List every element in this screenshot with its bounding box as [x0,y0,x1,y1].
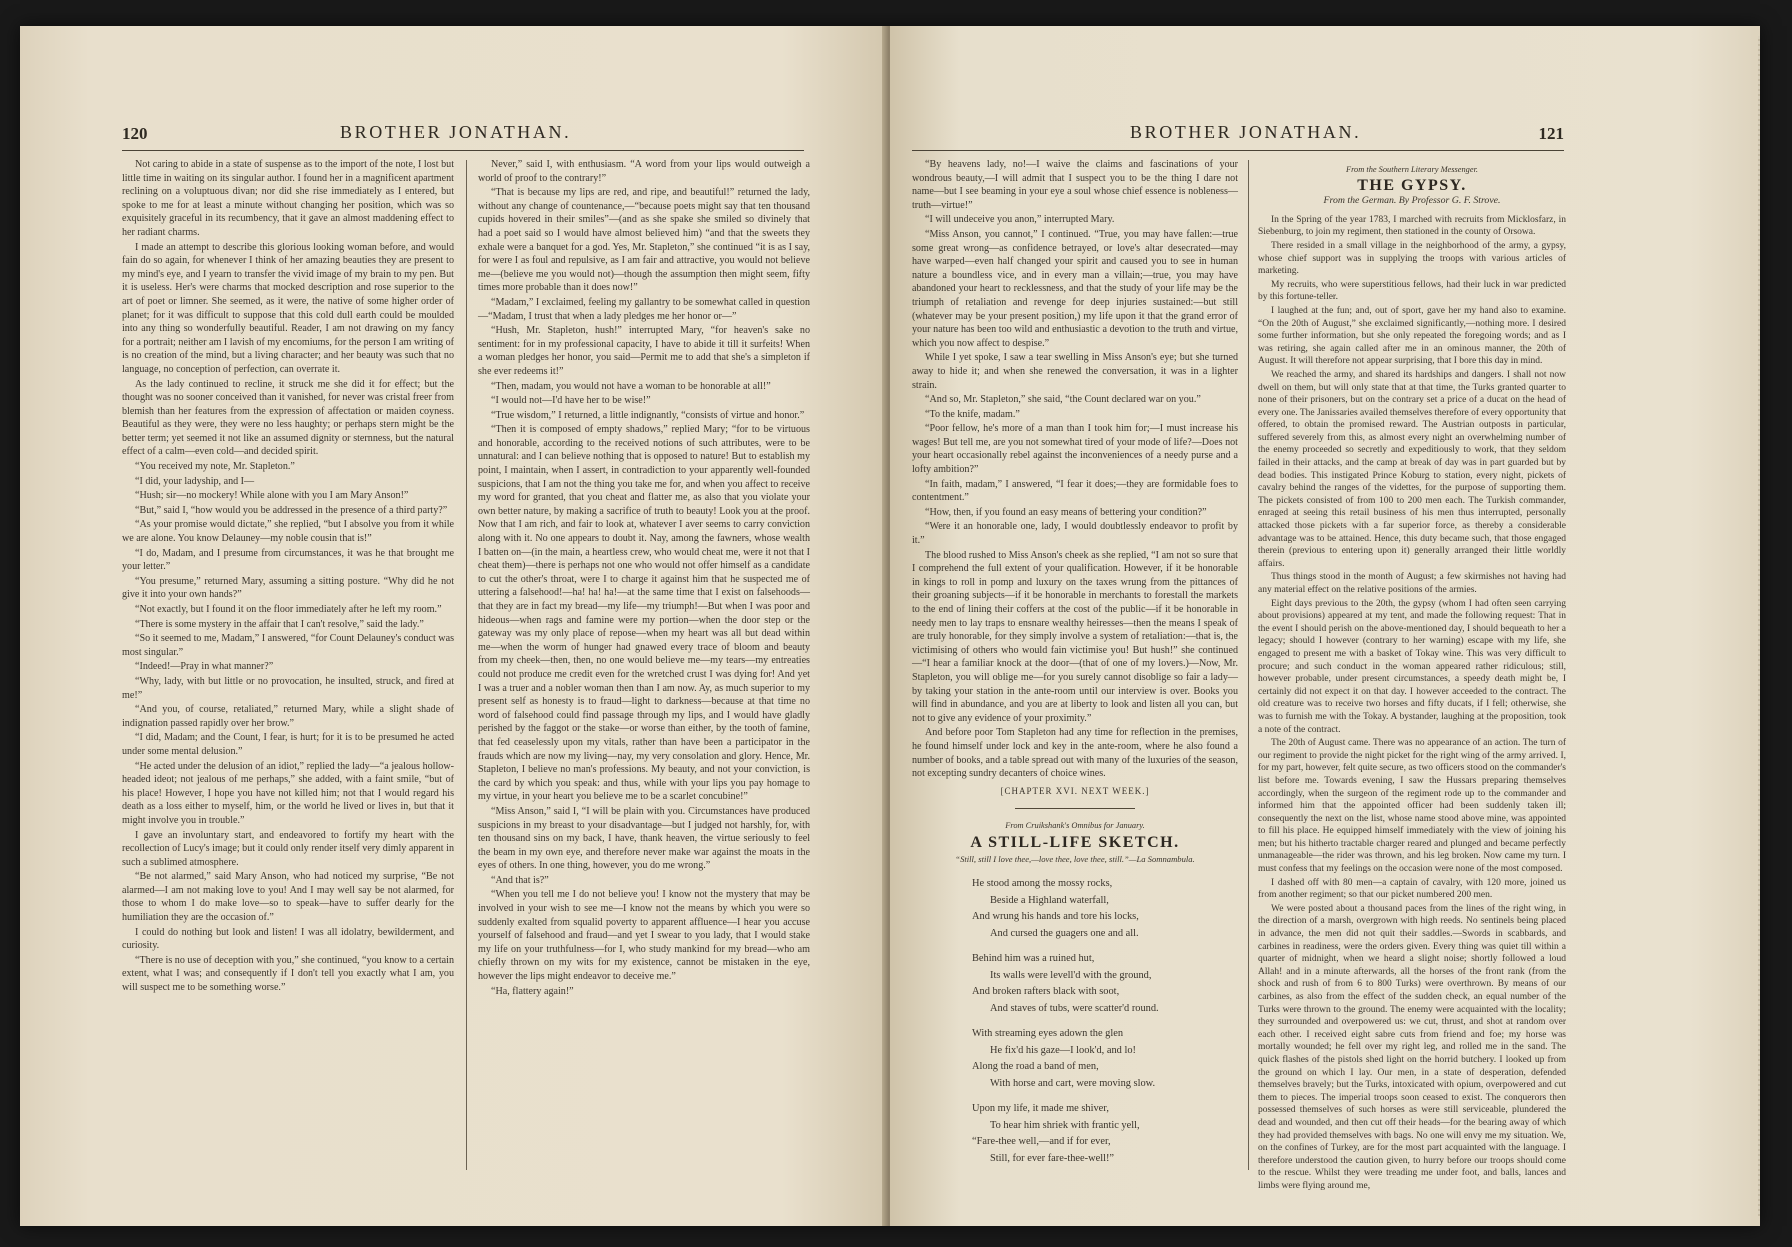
paragraph: “Hush, Mr. Stapleton, hush!” interrupted Mary, “for heaven's sake no sentiment: for in my professional capacity, I have to abide it till it surfeits! When a woman pledges her honor, you said—Permit me to add that she's a simpleton if she ever redeems it!” [478,325,810,377]
paragraph: My recruits, who were superstitious fellows, had their luck in war predicted by this fortune-teller. [1258,279,1566,303]
poem-line: “Fare-thee well,—and if for ever, [972,1136,1111,1148]
poem-stanza [972,876,1238,942]
paragraph: “By heavens lady, no!—I waive the claims and fascinations of your wondrous beauty,—I will admit that I suspect you to be the thing I dare not name—but I see beaming in your eye a soul whose chief essence is nobleness—truth—virtue!” [912,159,1238,211]
left-running-head [122,120,804,151]
right-column-1 [912,158,1238,1176]
paragraph: “Miss Anson, you cannot,” I continued. “True, you may have fallen:—true some great wrong—as confidence betrayed, or love's altar desecrated—may have warped—even half changed your spirit and caused you to see in human nature a boundless vice, and in every man a villain;—true, you may have abandoned your heart to recklessness, and that the study of your life may be the triumph of retaliation and revenge for deep injuries sustained:—but still (whatever may be your present position,) my life upon it that the grand error of your nature has been too wild and enthusiastic a devotion to the truth and virtue, which you now affect to despise.” [912,228,1238,349]
chapter-note: [CHAPTER XVI. NEXT WEEK.] [1000,785,1150,796]
paragraph: “I did, Madam; and the Count, I fear, is hurt; for it is to be presumed he acted under some mental delusion.” [122,732,454,757]
paragraph: “You presume,” returned Mary, assuming a sitting posture. “Why did he not give it into your own hands?” [122,575,454,601]
paragraph: I gave an involuntary start, and endeavored to fortify my heart with the recollection of Lucy's image; but it could only render itself very dimly apparent in such a sublimed atmosphere. [122,829,454,868]
paragraph: We were posted about a thousand paces from the lines of the right wing, in the direction of a marsh, overgrown with high reeds. No sentinels being placed in advance, the men did not quit their saddles.—Swords in scabbards, and carbines in readiness, were the orders given. Every thing was quiet till within a quarter of midnight, when we heard a slight noise; shortly followed a loud Allah! and in a minute afterwards, all the horses of the front rank (from the shock and rush of from 6 to 800 Turks) were overthrown. By means of our carbines, as also from the effect of the sudden check, an equal number of the Turks were thrown to the ground. The enemy were acquainted with the locality; they surrounded and overpowered us: we cut, thrust, and shot at random over each other. I received eight sabre cuts from friend and foe; my horse was mortally wounded; he fell over my right leg, and rolled me in the sand. The quick flashes of the pistols shed light on the horrid butchery. I looked up from the ground on which I lay. Our men, in a state of desperation, defended themselves bravely; but the Turks, intoxicated with opium, overpowered and cut them to pieces. The imperial troops soon ceased to exist. The conquerors then possessed themselves of such horses as were still serviceable, plundered the dead and wounded, and then cut off their heads—for the bearing away of which they had provided themselves with bags. No one will envy me my situation. We, on the confines of Turkey, are for the most part acquainted with the language. I therefore understood the caution given, to hurry before our troops should come to the rescue. Whilst they were treading me under foot, and balls, lances and limbs were flying around me, [1258,903,1566,1191]
page-number: 120 [122,124,148,143]
paragraph: “As your promise would dictate,” she replied, “but I absolve you from it while we are alone. You know Delauney—my noble cousin that is!” [122,519,454,545]
poem-line: And wrung his hands and tore his locks, [972,911,1139,923]
paragraph: “Miss Anson,” said I, “I will be plain with you. Circumstances have produced suspicions in my breast to your disadvantage—but I judged not harshly, for, with ten thousand sins on my back, I have, thank heaven, the virtue seriously to feel the beam in my own eye, and therefore never make war against the moats in the eyes of others. In one thing, however, you do me wrong.” [478,805,810,872]
right-column-2 [1258,158,1566,1194]
paragraph: The blood rushed to Miss Anson's cheek as she replied, “I am not so sure that I comprehend the full extent of your qualification. However, if it be honorable in kings to roll in pomp and luxury on the taxes wrung from the pittances of their groaning subjects—if it be honorable in merchants to forestall the markets to the end of lining their coffers at the cost of the public—if it be honorable in needy men to lay traps to ensnare wealthy heiresses—then the means I speak of are truly honorable, for they simply involve a system of retaliation:—that is, the victimising of others who would fain victimise you! But hush!” she continued—“I hear a familiar knock at the door—(that of one of my lovers.)—Now, Mr. Stapleton, you will oblige me—for you surely cannot disoblige so fair a lady—by taking your station in the ante-room until our interview is over. Books you will find in abundance, and you are at liberty to look and listen all you can, but not to give any evidence of your proximity.” [912,549,1238,724]
paragraph: “To the knife, madam.” [925,408,1020,420]
poem-line: He fix'd his gaze—I look'd, and lo! [990,1044,1137,1056]
paragraph: We reached the army, and shared its hardships and dangers. I shall not now dwell on them, but will only state that at that time, the Turks granted quarter to none of their prisoners, but on the contrary set a price of a ducat on the head of every one. The Janissaries availed themselves therefore of every opportunity that offered, to obtain the promised reward. The Austrian outposts in particular, suffered severely from this, as almost every night an overwhelming number of the enemy proceeded so secretly and expeditiously to work, that they seldom failed in their attacks, and the camp at break of day was in part guarded but by dead bodies. This instigated Prince Koburg to station, every night, pickets of cavalry behind the ranges of the videttes, for the purpose of supporting them. The pickets consisted of from 100 to 200 men each. The Turkish commander, enraged at seeing this retail business of his men thus interrupted, personally attacked those pickets with a far superior force, as thereby a considerable advantage was to be attained. Hence, this duty became such, that those engaged therein (previous to entering upon it) generally arranged their little worldly affairs. [1258,369,1566,569]
poem-line: And staves of tubs, were scatter'd round. [990,1002,1159,1014]
sketch-title: A STILL-LIFE SKETCH. [970,833,1180,851]
paragraph: “Ha, flattery again!” [491,985,574,997]
paragraph: “There is some mystery in the affair that I can't resolve,” said the lady.” [135,618,424,630]
paragraph: “That is because my lips are red, and ripe, and beautiful!” returned the lady, without any change of countenance,—“because poets might say that ten thousand cupids hovered in their smiles”—(and as she spake she smiled so divinely that had a poet said so I would have almost believed him) “and that the sweets they exhale were a banquet for a god. Yes, Mr. Stapleton,” she continued “it is as I say, for were I as foul and repulsive, as I am fair and attractive, you would not believe me—(believe me you would not)—though the assumption then might seem, fifty times more probable than it does now!” [478,187,810,294]
paragraph: “Not exactly, but I found it on the floor immediately after he left my room.” [135,604,442,615]
paragraph: “Why, lady, with but little or no provocation, he insulted, struck, and fired at me!” [122,675,454,701]
poem-line: With streaming eyes adown the glen [972,1028,1124,1040]
paragraph: Never,” said I, with enthusiasm. “A word from your lips would outweigh a world of proof to the contrary!” [478,159,810,184]
paragraph: “Then, madam, you would not have a woman to be honorable at all!” [491,380,771,392]
poem-line: Its walls were levell'd with the ground, [990,969,1152,981]
paragraph: Thus things stood in the month of August; a few skirmishes not having had any material effect on the relative positions of the armies. [1258,572,1566,595]
paragraph: I laughed at the fun; and, out of sport, gave her my hand also to examine. “On the 20th of August,” she exclaimed significantly,—nothing more. I desired some further information, but she only repeated the foregoing words; and as I was retiring, she again called after me in an ominous manner, the 20th of August. It will therefore not appear surprising, that I bore this day in mind. [1258,305,1566,367]
poem-line: To hear him shriek with frantic yell, [990,1119,1140,1131]
poem-line: And cursed the guagers one and all. [990,927,1139,939]
poem-line: Still, for ever fare-thee-well!” [990,1152,1115,1164]
gypsy-source: From the Southern Literary Messenger. [1345,165,1479,174]
right-running-head [912,120,1564,151]
paragraph: “I do, Madam, and I presume from circumstances, it was he that brought me your letter.” [122,547,454,573]
page-title: BROTHER JONATHAN. [340,122,572,142]
paragraph: “And you, of course, retaliated,” returned Mary, while a slight shade of indignation passed rapidly over her brow.” [122,704,454,729]
paragraph: As the lady continued to recline, it struck me she did it for effect; but the thought was no sooner conceived than it vanished, for never was cristal freer from blemish than her features from the expression of affectation or maiden coyness. Beautiful as they were, they were no less haughty; or perhaps stern might be the better term; yet seemed it not like an assumed dignity or sternness, but the natural effect of a calm—even cold—and decided spirit. [122,378,454,458]
gypsy-text [1258,214,1566,1193]
paragraph: “And that is?” [491,874,549,886]
left-column-2 [478,158,810,999]
paragraph: In the Spring of the year 1783, I marched with recruits from Micklosfarz, in Siebenburg, to join my regiment, then stationed in the county of Orsowa. [1258,214,1566,238]
left-page [20,26,886,1226]
paragraph: “When you tell me I do not believe you! I know not the mystery that may be involved in your wish to see me—I know not the means by which you were so suddenly exalted from squalid poverty to apparent affluence—I hear you accuse yourself of falsehood and fraud—and yet I swear to you lady, that I would stake my life on your truthfulness—for I, who study mankind for my bread—who am chiefly thrown on my wits for my existence, cannot be mistaken in the eye, however the lips might endeavor to deceive me.” [478,889,810,983]
page-edges [1758,36,1760,1216]
paragraph: There resided in a small village in the neighborhood of the army, a gypsy, whose chief support was in supplying the troops with various articles of marketing. [1258,240,1566,277]
paragraph: “So it seemed to me, Madam,” I answered, “for Count Delauney's conduct was most singular.” [122,633,454,658]
paragraph: “You received my note, Mr. Stapleton.” [135,461,295,473]
paragraph: I dashed off with 80 men—a captain of cavalry, with 120 more, joined us from another regiment; so that our picket numbered 200 men. [1258,877,1566,901]
poem-line: With horse and cart, were moving slow. [990,1077,1156,1089]
paragraph: “And so, Mr. Stapleton,” she said, “the Count declared war on you.” [925,394,1201,406]
paragraph: “Were it an honorable one, lady, I would doubtlessly endeavor to profit by it.” [912,521,1238,547]
paragraph: The 20th of August came. There was no appearance of an action. The turn of our regiment to provide the night picket for the right wing of the army arrived. I, for my part, however, felt quite secure, as two officers stood on the commander's list before me. Towards evening, I saw the Hussars preparing themselves accordingly, when the surgeon of the regiment rode up to the commander and informed him that the appointed officer had been suddenly taken ill; consequently the next on the list, whose name stood above mine, was appointed to fill his place. He equipped himself immediately with the view of joining his men; but his hitherto tractable charger reared and plunged and became perfectly unmanageable—the rider was thrown, and his leg broken. Now came my turn. I must confess that my feelings on the occasion were none of the most composed. [1258,738,1566,875]
sketch-epigraph: “Still, still I love thee,—love thee, love thee, still.”—La Somnambula. [955,853,1195,864]
right-page [890,26,1760,1226]
left-column-1 [122,158,454,996]
poem-line: Beside a Highland waterfall, [990,894,1109,906]
paragraph: And before poor Tom Stapleton had any time for reflection in the premises, he found himself under lock and key in the ante-room, where he also found a number of books, and a table spread out with many of the luxuries of the season, not excepting sundry decanters of choice wines. [912,727,1238,780]
sketch-source: From Cruikshank's Omnibus for January. [1005,821,1145,831]
paragraph: While I yet spoke, I saw a tear swelling in Miss Anson's eye; but she turned away to hide it; and when she renewed the conversation, it was in a lighter strain. [912,352,1238,391]
paragraph: “Hush; sir—no mockery! While alone with you I am Mary Anson!” [135,490,409,502]
paragraph: “Poor fellow, he's more of a man than I took him for;—I must increase his wages! But tell me, are you not somewhat tired of your mode of life?—Does not your heart occasionally rebel against the inconveniences of a needy purse and a lofty ambition?” [912,423,1238,476]
paragraph: “There is no use of deception with you,” she continued, “you know to a certain extent, what I was; and consequently if I don't tell you exactly what I am, you will suspect me to be something worse.” [122,954,454,994]
page-title: BROTHER JONATHAN. [1130,122,1362,142]
paragraph: “Be not alarmed,” said Mary Anson, who had noticed my surprise, “Be not alarmed—I am not making love to you! And I may well say be not alarmed, for those to whom I do make love—so to speak—have to suffer dearly for the humiliation they are the occasion of.” [122,871,454,924]
paragraph: “I did, your ladyship, and I— [135,475,255,487]
poem-stanza [972,951,1238,1017]
paragraph: “Then it is composed of empty shadows,” replied Mary; “for to be virtuous and honorable, according to the received notions of such attributes, were to be unnatural: and I can believe nothing that is opposed to nature! But to establish my point, I maintain, when I assert, in contradiction to your apparently well-founded suspicions, that I am not the thing you take me for, and when you affect to receive my word for granted, that you cheat and flatter me, as also that you violate your own better nature, by making a sacrifice of truth to beauty! Look you at the proof. Now that I am rich, and fair to look at, whatever I aver seems to carry conviction along with it. No one appears to doubt it. Nay, among the fawners, whose wealth I batten on—(in the main, a heartless crew, who would cheat me, were it not that I cheat them)—there is perhaps not one who would not offer himself as a candidate to cut the other's throat, were I to charge it against him that he suspected me of uttering a falsehood!—ha! ha! ha!—at the same time that I exist on falsehoods—that they are in fact my bread—my life—my triumph!—But when I was poor and hideous—when rags and famine were my portion—when the door step or the gateway was my only place of repose—when my heart was all but dead within me—when the worm of hunger had gnawed every trace of bloom and beauty from my cheek—then, then, no one would believe me—my tears—my entreaties could not produce me credit even for the wretched crust I was dying for! And yet I was a truer and a nobler woman then than I am now. Ay, as much superior to my present self as honesty is to fraud—light to darkness—because at that time no word of falsehood could find passage through my lips, and I would have gladly perished by the faggot or the stake—or worse than either, by the tooth of famine, that fed ceaselessly upon my vitals, rather than have been a participator in the frauds which are now my living—nay, my very consolation and glory. Hence, Mr. Stapleton, I believe no man's professions. My beauty, and not your conviction, is the card by which you speak: and thus, while with your lips you pay homage to my virtue, in your heart you believe me to be a scarlet concubine!” [478,424,810,803]
gypsy-byline: From the German. By Professor G. F. Strove. [1323,195,1501,207]
paragraph: “In faith, madam,” I answered, “I fear it does;—they are formidable foes to contentment.” [912,478,1238,504]
poem-line: He stood among the mossy rocks, [972,878,1113,890]
paragraph: Not caring to abide in a state of suspense as to the import of the note, I lost but little time in waiting on its singular author. I found her in a magnificent apartment reclining on a voluptuous divan; nor did she rise immediately as I entered, but spoke to me for at least a minute without changing her position, which was so exquisitely graceful in its recumbency, that it gave an almost maddening effect to her radiant charms. [122,159,454,238]
story-continuation [912,158,1238,781]
paragraph: “He acted under the delusion of an idiot,” replied the lady—“a jealous hollow-headed ideot; not jealous of me perhaps,” she added, with a faint smile, “but of his place! However, I hope you have not killed him; not that I would regard his death as a loss either to myself, him, or the world he lived or lives in, but that it might involve you in trouble.” [122,760,454,826]
poem-stanza [972,1101,1238,1167]
paragraph: I made an attempt to describe this glorious looking woman before, and would fain do so again, for whenever I think of her amazing beauties they are present to my mind's eye, and I yearn to transfer the vivid image of my brain to my pen. But it is useless. Her's were charms that mocked description and rose superior to the art of poet or limner. She seemed, as it were, the native of some higher order of planet; for it was difficult to suppose that this cold dull earth could be moulded into any thing so wonderfully beautiful. Reader, I am not drawing on my fancy for a portrait; neither am I lavish of my encomiums, for the person I am writing of is no creation of the mind, but a living character; and her beauty was such that no language, no conception of perfection, can overrate it. [122,241,454,375]
poem [972,876,1238,1167]
poem-line: Along the road a band of men, [972,1061,1099,1073]
paragraph: Eight days previous to the 20th, the gypsy (whom I had often seen carrying about provisions) appeared at my tent, and made the following request: That in the event I should perish on the above-mentioned day, I should bequeath to her a legacy; should I however (contrary to her warning) escape with my life, she engaged to present me with a basket of Tokay wine. This was very difficult to procure; and such conduct in the woman appeared rather ridiculous; still, however probable, under present circumstances, a speedy death might be, I certainly did not expect it on that day. I however acceeded to the contract. The old creature was to receive two horses and fifty ducats, if I fell; otherwise, she was to furnish me with the Tokay. A bystander, laughing at the proposition, took a note of the contract. [1258,598,1566,735]
paragraph: I could do nothing but look and listen! I was all idolatry, bewilderment, and curiosity. [122,926,454,952]
paragraph: “Madam,” I exclaimed, feeling my gallantry to be somewhat called in question—“Madam, I trust that when a lady pledges me her honor or—” [478,296,810,322]
paragraph: “But,” said I, “how would you be addressed in the presence of a third party?” [135,504,448,516]
poem-line: And broken rafters black with soot, [972,986,1120,998]
poem-stanza [972,1026,1238,1092]
paragraph: “I will undeceive you anon,” interrupted Mary. [925,214,1115,226]
poem-line: Behind him was a ruined hut, [972,953,1095,965]
gypsy-title: THE GYPSY. [1357,176,1467,194]
paragraph: “Indeed!—Pray in what manner?” [135,661,274,673]
page-number: 121 [1538,124,1564,143]
paragraph: “How, then, if you found an easy means of bettering your condition?” [925,506,1207,518]
paragraph: “I would not—I'd have her to be wise!” [491,395,651,407]
poem-line: Upon my life, it made me shiver, [972,1103,1109,1115]
book-spread [20,26,1760,1226]
paragraph: “True wisdom,” I returned, a little indignantly, “consists of virtue and honor.” [491,409,805,421]
divider [1015,808,1135,809]
